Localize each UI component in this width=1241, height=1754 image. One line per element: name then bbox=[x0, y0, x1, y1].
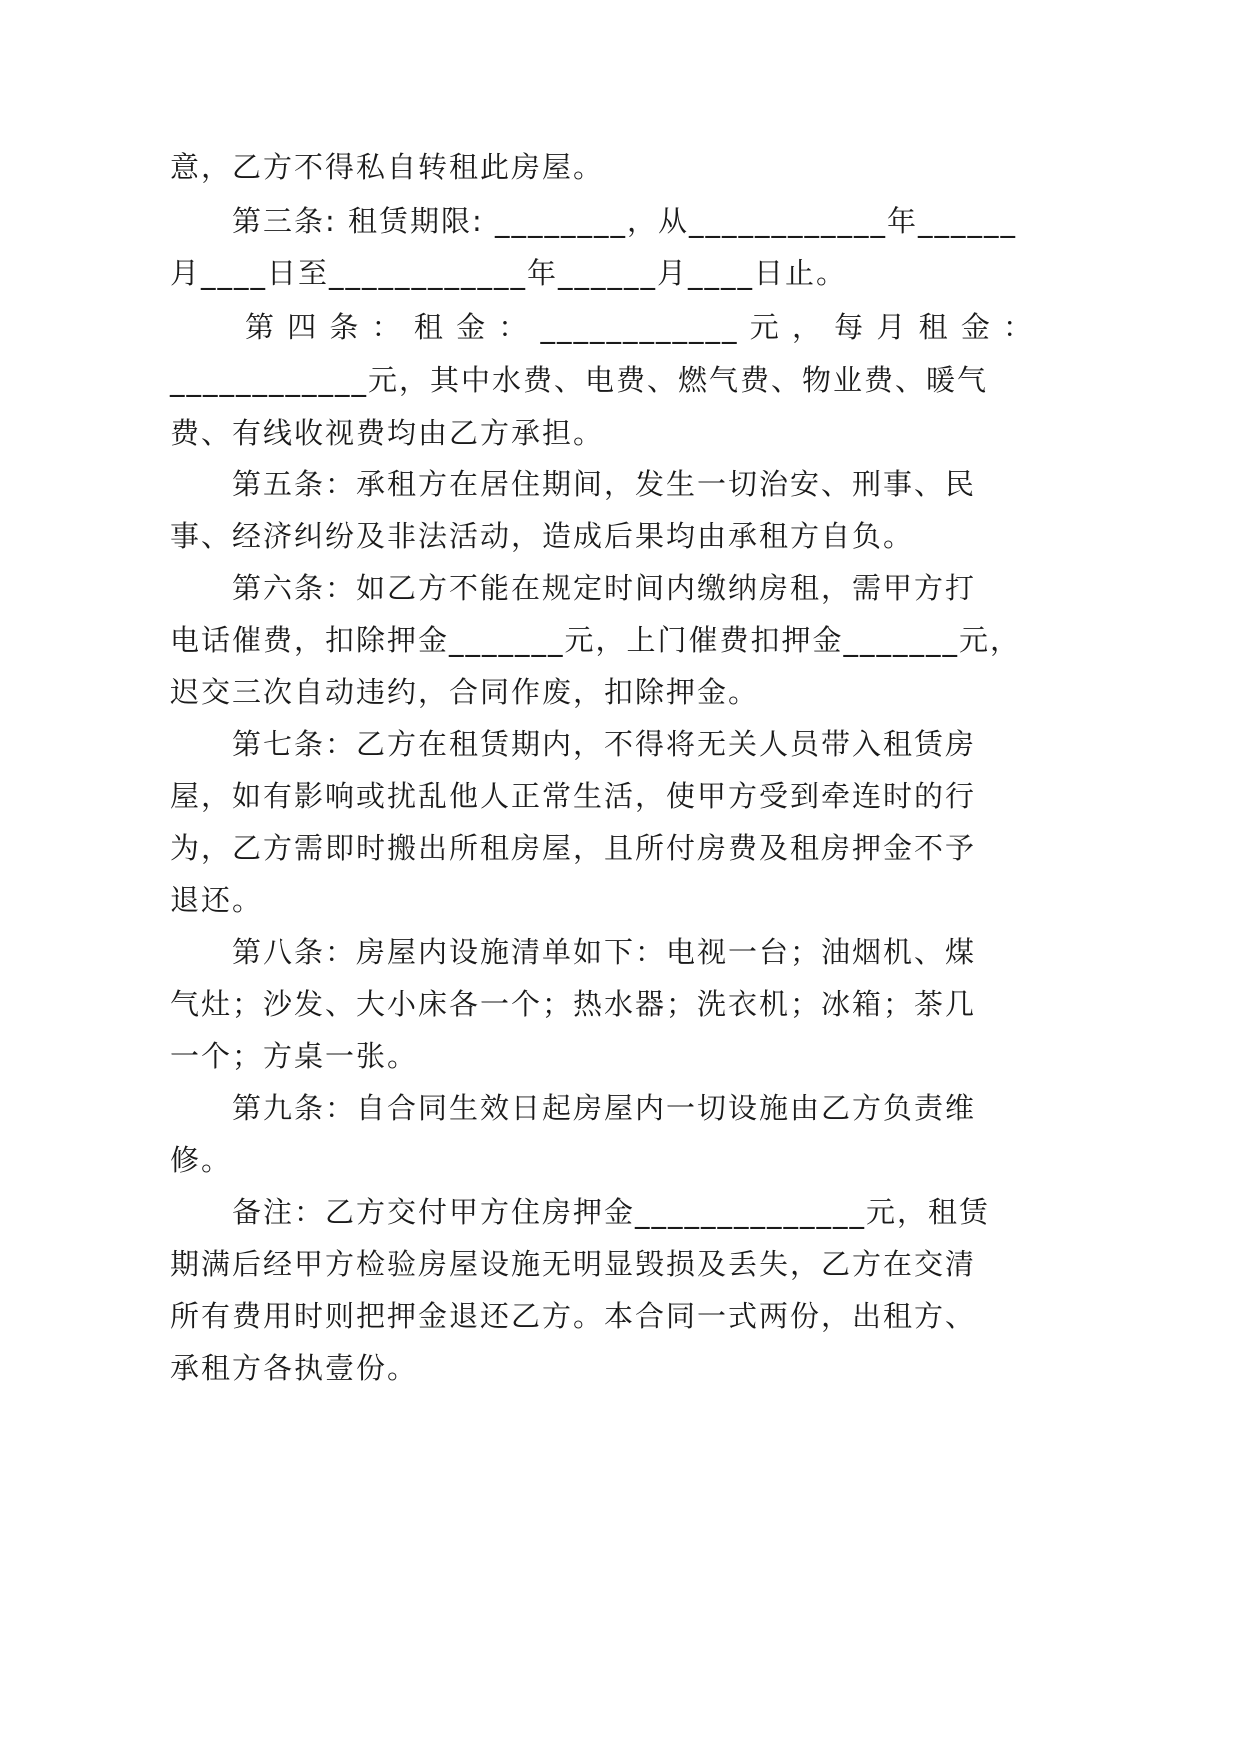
text-line: 退还。 bbox=[170, 883, 264, 917]
article-6-line: 第六条：如乙方不能在规定时间内缴纳房租，需甲方打 bbox=[232, 571, 977, 605]
text-line: ____________元，其中水费、电费、燃气费、物业费、暖气 bbox=[170, 363, 989, 397]
text-line: 事、经济纠纷及非法活动，造成后果均由承租方自负。 bbox=[170, 519, 915, 553]
text-line: 屋，如有影响或扰乱他人正常生活，使甲方受到牵连时的行 bbox=[170, 779, 977, 813]
article-7-line: 第七条：乙方在租赁期内，不得将无关人员带入租赁房 bbox=[232, 727, 977, 761]
remarks-line: 备注：乙方交付甲方住房押金______________元，租赁 bbox=[232, 1195, 991, 1229]
article-9-line: 第九条：自合同生效日起房屋内一切设施由乙方负责维 bbox=[232, 1091, 977, 1125]
text-line: 电话催费，扣除押金_______元，上门催费扣押金_______元， bbox=[170, 623, 1022, 657]
text-line: 气灶；沙发、大小床各一个；热水器；洗衣机；冰箱；茶几 bbox=[170, 987, 977, 1021]
text-line: 修。 bbox=[170, 1143, 233, 1177]
text-line: 所有费用时则把押金退还乙方。本合同一式两份，出租方、 bbox=[170, 1299, 977, 1333]
text-line: 为，乙方需即时搬出所租房屋，且所付房费及租房押金不予 bbox=[170, 831, 977, 865]
text-line: 意，乙方不得私自转租此房屋。 bbox=[170, 150, 605, 184]
text-line: 费、有线收视费均由乙方承担。 bbox=[170, 416, 605, 450]
article-3-line: 第三条: 租赁期限: ________，从____________年______ bbox=[232, 204, 1017, 238]
article-8-line: 第八条：房屋内设施清单如下：电视一台；油烟机、煤 bbox=[232, 935, 977, 969]
text-line: 一个；方桌一张。 bbox=[170, 1039, 419, 1073]
text-line: 期满后经甲方检验房屋设施无明显毁损及丢失，乙方在交清 bbox=[170, 1247, 977, 1281]
article-5-line: 第五条：承租方在居住期间，发生一切治安、刑事、民 bbox=[232, 467, 977, 501]
article-4-line: 第 四 条 ： 租 金 ： ____________ 元 ， 每 月 租 金 ： bbox=[245, 310, 1035, 344]
text-line: 月____日至____________年______月____日止。 bbox=[170, 256, 848, 290]
text-line: 承租方各执壹份。 bbox=[170, 1351, 419, 1385]
text-line: 迟交三次自动违约，合同作废，扣除押金。 bbox=[170, 675, 760, 709]
